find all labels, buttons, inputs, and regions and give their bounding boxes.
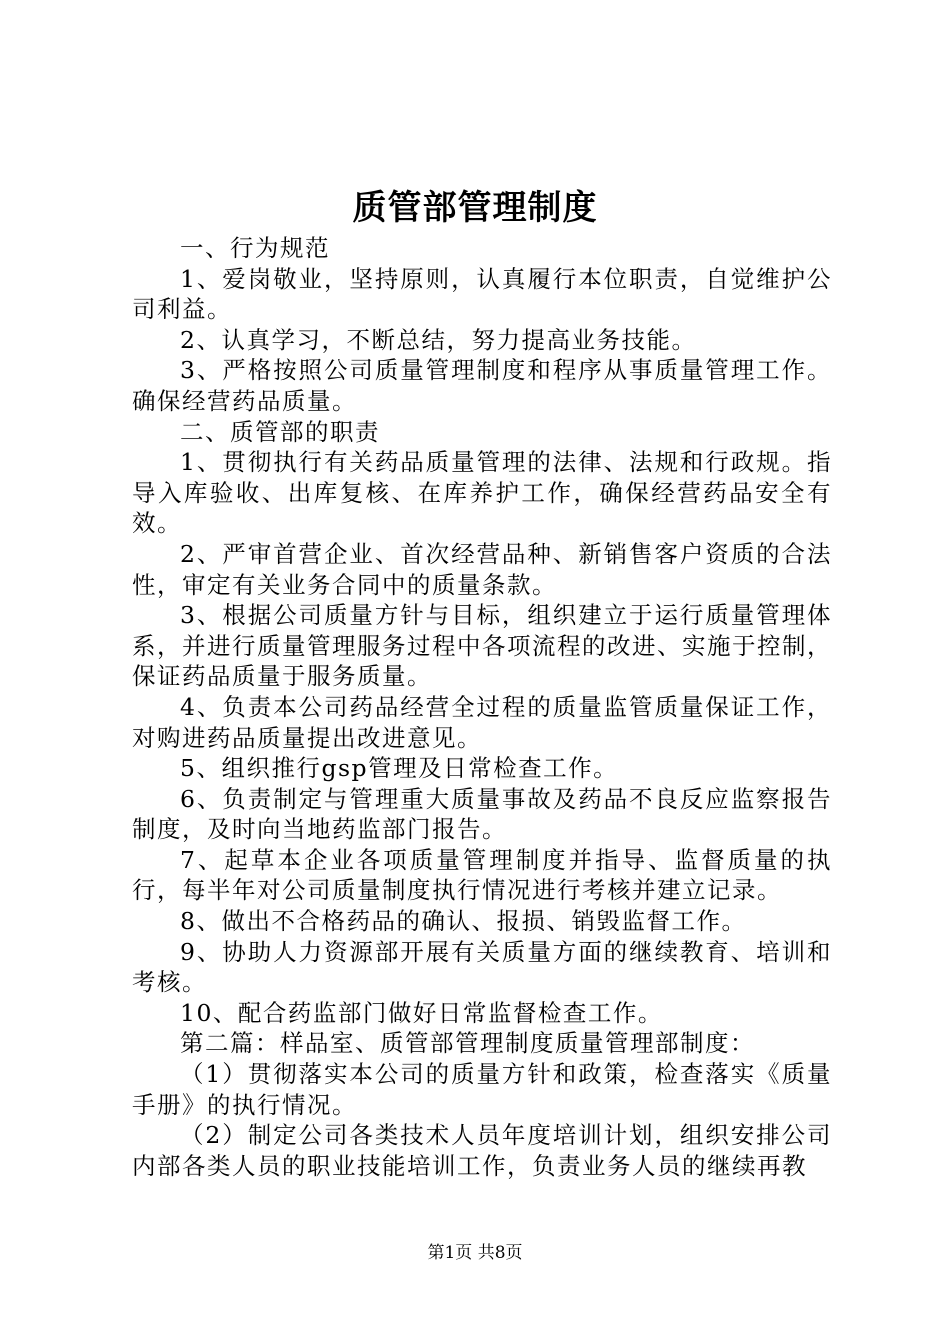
paragraph: 7、起草本企业各项质量管理制度并指导、监督质量的执行，每半年对公司质量制度执行情况进行考核并建立记录。 bbox=[132, 845, 832, 905]
section-heading-part-two: 第二篇：样品室、质管部管理制度质量管理部制度： bbox=[180, 1029, 755, 1058]
paragraph: 1、爱岗敬业，坚持原则，认真履行本位职责，自觉维护公司利益。 bbox=[132, 264, 832, 324]
paragraph: 1、贯彻执行有关药品质量管理的法律、法规和行政规。指导入库验收、出库复核、在库养护工作，确保经营药品安全有效。 bbox=[132, 448, 832, 538]
paragraph: 9、协助人力资源部开展有关质量方面的继续教育、培训和考核。 bbox=[132, 937, 832, 997]
document-title: 质管部管理制度 bbox=[352, 188, 598, 228]
document-body bbox=[132, 233, 832, 1181]
page-number-footer: 第1页 共8页 bbox=[427, 1243, 523, 1263]
paragraph: 3、严格按照公司质量管理制度和程序从事质量管理工作。确保经营药品质量。 bbox=[132, 356, 832, 415]
paragraph: （2）制定公司各类技术人员年度培训计划，组织安排公司内部各类人员的职业技能培训工作，负责业务人员的继续再教 bbox=[132, 1121, 832, 1180]
paragraph: （1）贯彻落实本公司的质量方针和政策，检查落实《质量手册》的执行情况。 bbox=[132, 1060, 832, 1119]
paragraph: 4、负责本公司药品经营全过程的质量监管质量保证工作，对购进药品质量提出改进意见。 bbox=[132, 692, 832, 752]
section-heading-conduct: 一、行为规范 bbox=[180, 234, 330, 262]
paragraph: 5、组织推行gsp管理及日常检查工作。 bbox=[180, 754, 619, 783]
paragraph: 3、根据公司质量方针与目标，组织建立于运行质量管理体系，并进行质量管理服务过程中各项流程的改进、实施于控制，保证药品质量于服务质量。 bbox=[132, 601, 832, 691]
paragraph: 10、配合药监部门做好日常监督检查工作。 bbox=[180, 998, 663, 1027]
paragraph: 2、严审首营企业、首次经营品种、新销售客户资质的合法性，审定有关业务合同中的质量条款。 bbox=[132, 539, 832, 599]
paragraph: 2、认真学习，不断总结，努力提高业务技能。 bbox=[180, 325, 697, 354]
paragraph: 6、负责制定与管理重大质量事故及药品不良反应监察报告制度，及时向当地药监部门报告。 bbox=[132, 784, 832, 844]
paragraph: 8、做出不合格药品的确认、报损、销毁监督工作。 bbox=[180, 907, 747, 936]
section-heading-duties: 二、质管部的职责 bbox=[180, 417, 380, 446]
